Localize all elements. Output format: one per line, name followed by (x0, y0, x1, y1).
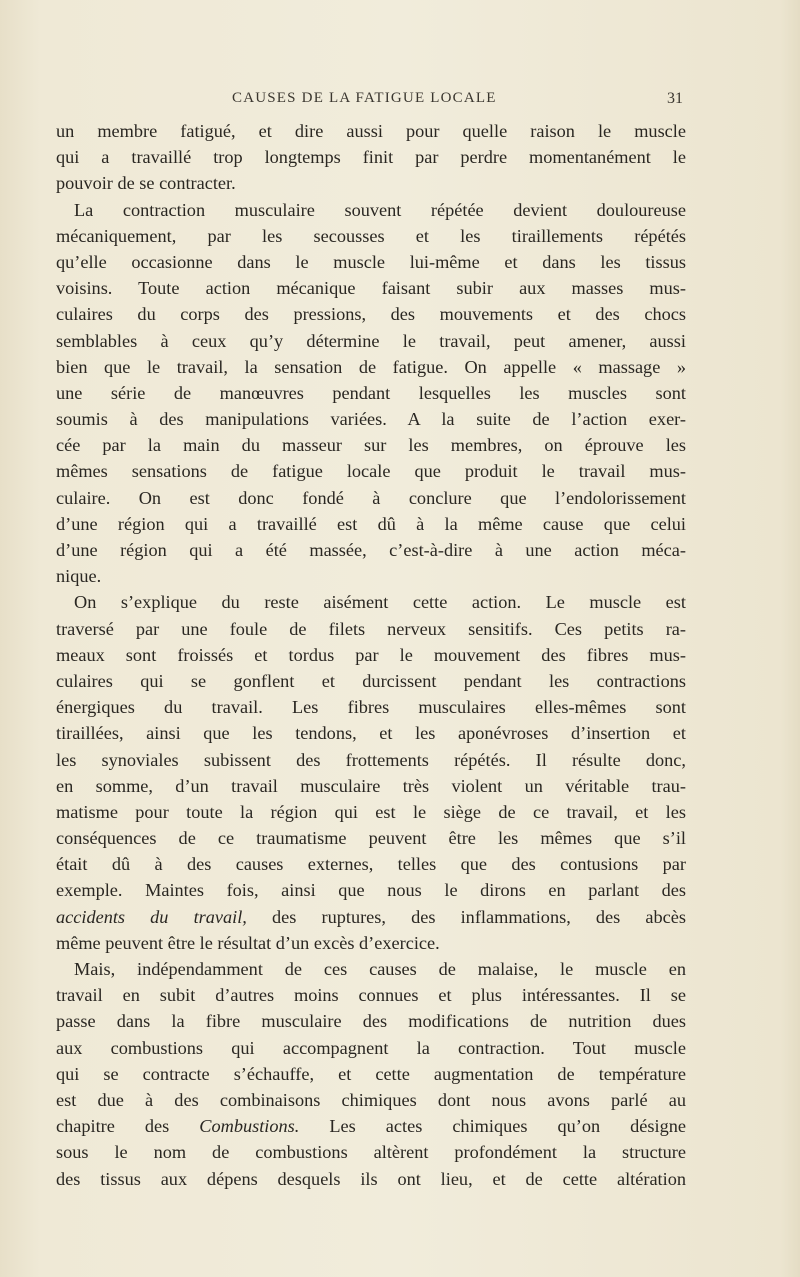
text-line: semblables à ceux qu’y détermine le travail, peut amener, aussi (56, 330, 686, 351)
text-line: Mais, indépendamment de ces causes de malaise, le muscle en (74, 959, 686, 979)
text-line: passe dans la fibre musculaire des modifications de nutrition dues (56, 1011, 686, 1032)
text-line: tiraillées, ainsi que les tendons, et les aponévroses d’insertion et (56, 723, 686, 744)
text-line: On s’explique du reste aisément cette action. Le muscle est (74, 592, 686, 613)
text-line: une série de manœuvres pendant lesquelles les muscles sont (56, 382, 686, 403)
text-line: même peuvent être le résultat d’un excès d’exercice. (56, 932, 440, 953)
text-line: matisme pour toute la région qui est le siège de ce travail, et les (56, 801, 686, 822)
text-line: meaux sont froissés et tordus par le mouvement des fibres mus- (56, 644, 686, 665)
running-title: CAUSES DE LA FATIGUE LOCALE (232, 90, 497, 106)
text-line-with-italic (56, 904, 686, 930)
text-line: culaires qui se gonflent et durcissent pendant les contractions (56, 670, 686, 691)
text-line: bien que le travail, la sensation de fatigue. On appelle « massage » (56, 356, 686, 377)
text-line: conséquences de ce traumatisme peuvent être les mêmes que s’il (56, 828, 686, 849)
text-line: des tissus aux dépens desquels ils ont lieu, et de cette altération (56, 1168, 686, 1189)
text-line: culaire. On est donc fondé à conclure que l’endolorissement (56, 487, 686, 508)
text-line: un membre fatigué, et dire aussi pour quelle raison le muscle (56, 121, 686, 141)
italic-combustions: Combustions. (199, 1116, 300, 1137)
text-line: soumis à des manipulations variées. A la suite de l’action exer- (56, 409, 686, 430)
text-line: exemple. Maintes fois, ainsi que nous le dirons en parlant des (56, 880, 686, 901)
text-line: culaires du corps des pressions, des mouvements et des chocs (56, 304, 686, 325)
text-line: aux combustions qui accompagnent la contraction. Tout muscle (56, 1037, 686, 1058)
text-line: mécaniquement, par les secousses et les tiraillements répétés (56, 225, 686, 246)
text-line: qui a travaillé trop longtemps finit par perdre momentanément le (56, 147, 686, 168)
text-line: d’une région qui a travaillé est dû à la même cause que celui (56, 513, 686, 534)
text-line: en somme, d’un travail musculaire très violent un véritable trau- (56, 775, 686, 796)
text-line: pouvoir de se contracter. (56, 173, 236, 194)
text-line: énergiques du travail. Les fibres musculaires elles-mêmes sont (56, 697, 686, 718)
text-line: qu’elle occasionne dans le muscle lui-même et dans les tissus (56, 251, 686, 272)
text-line: travail en subit d’autres moins connues et plus intéressantes. Il se (56, 985, 686, 1006)
running-head (0, 90, 800, 114)
body-text (56, 118, 686, 1192)
text-line: d’une région qui a été massée, c’est-à-dire à une action méca- (56, 540, 686, 560)
text-line: voisins. Toute action mécanique faisant subir aux masses mus- (56, 278, 686, 299)
text-line: traversé par une foule de filets nerveux sensitifs. Ces petits ra- (56, 618, 686, 639)
text-fragment: Les actes chimiques qu’on désigne (329, 1116, 686, 1137)
text-line: cée par la main du masseur sur les membres, on éprouve les (56, 435, 686, 456)
text-line: nique. (56, 566, 102, 587)
text-line: La contraction musculaire souvent répétée devient douloureuse (74, 199, 686, 220)
text-fragment: des ruptures, des inflammations, des abcès (272, 906, 686, 927)
text-line: est due à des combinaisons chimiques dont nous avons parlé au (56, 1089, 686, 1110)
text-line: qui se contracte s’échauffe, et cette augmentation de température (56, 1063, 686, 1084)
text-fragment: chapitre des (56, 1116, 170, 1137)
text-line: les synoviales subissent des frottements répétés. Il résulte donc, (56, 749, 686, 770)
text-line-with-italic (56, 1113, 686, 1139)
text-line: mêmes sensations de fatigue locale que produit le travail mus- (56, 461, 686, 482)
text-line: était dû à des causes externes, telles que des contusions par (56, 854, 686, 875)
text-line: sous le nom de combustions altèrent profondément la structure (56, 1142, 686, 1163)
italic-accidents-du-travail: accidents du travail, (56, 906, 247, 927)
page-number: 31 (667, 90, 683, 107)
